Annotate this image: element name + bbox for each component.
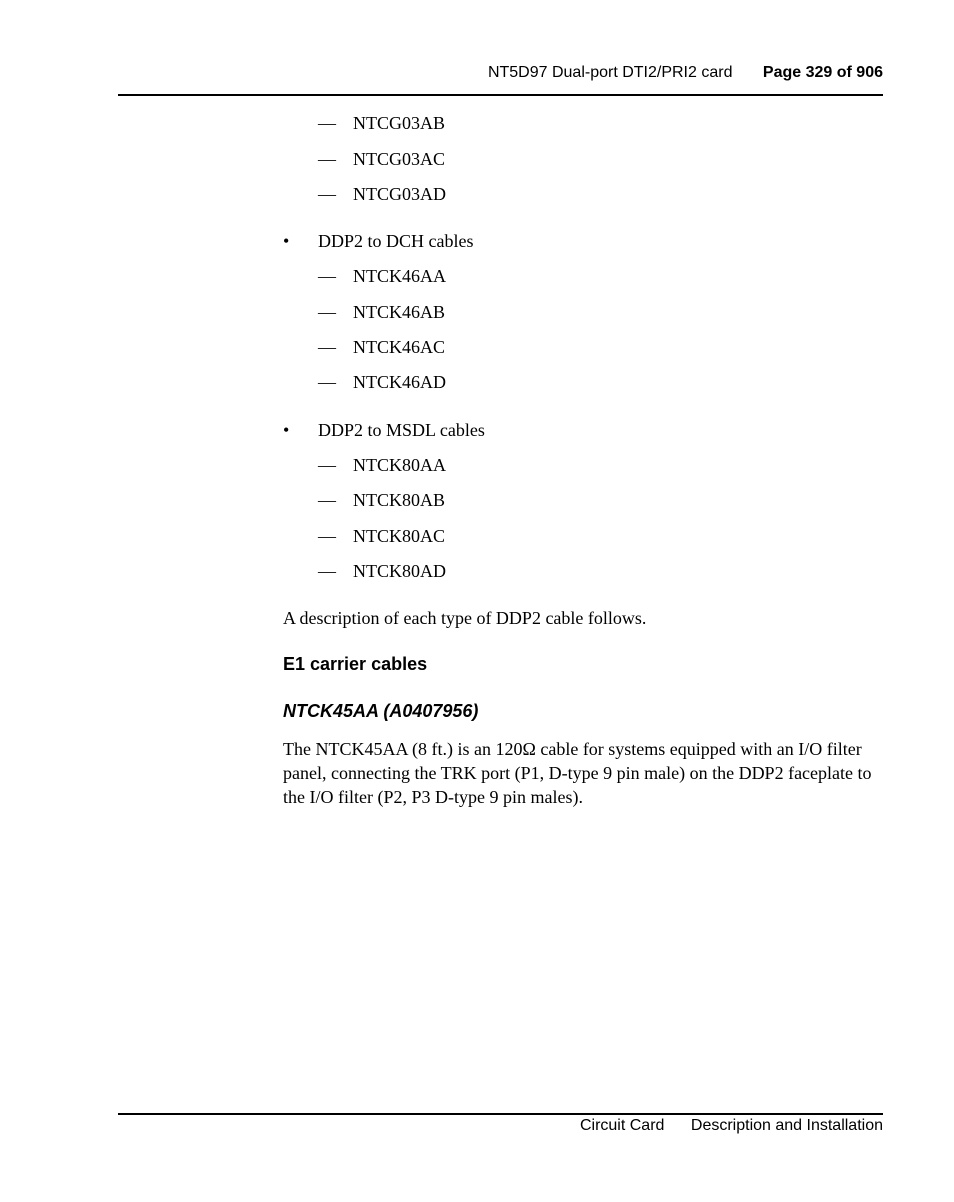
dash-marker: — [318, 490, 336, 510]
dash-marker: — [318, 149, 336, 169]
dash-marker: — [318, 337, 336, 357]
list-item: — NTCK80AC [318, 526, 446, 546]
dash-marker: — [318, 184, 336, 204]
list-item: — NTCK46AC [318, 337, 446, 357]
dash-marker: — [318, 266, 336, 286]
list-item: — NTCK80AA [318, 455, 446, 475]
bullet-marker: • [283, 420, 290, 440]
dash-marker: — [318, 526, 336, 546]
body-paragraph: The NTCK45AA (8 ft.) is an 120Ω cable for systems equipped with an I/O filter panel, connecting the TRK port (P1, D-type 9 pin male) on the DDP2 faceplate to the I/O filter (P2, P3 D-type 9 pin males). [283, 739, 872, 807]
dash-marker: — [318, 113, 336, 133]
page-number: Page 329 of 906 [762, 64, 883, 81]
list-item: — NTCG03AB [318, 113, 446, 133]
bullet-item-msdl: • DDP2 to MSDL cables [283, 420, 485, 440]
dash-marker: — [318, 302, 336, 322]
bullet-marker: • [283, 231, 290, 251]
footer-rule [118, 1113, 883, 1115]
page-header [488, 64, 883, 82]
list-item: — NTCK46AD [318, 372, 446, 392]
list-item: — NTCK80AD [318, 561, 446, 581]
bullet-item-dch: • DDP2 to DCH cables [283, 231, 474, 251]
dash-marker: — [318, 372, 336, 392]
list-item: — NTCG03AD [318, 184, 446, 204]
list-item: — NTCK46AB [318, 302, 446, 322]
subsection-heading: NTCK45AA (A0407956) [283, 701, 479, 721]
footer-right: Description and Installation [690, 1117, 883, 1134]
list-item: — NTCK80AB [318, 490, 446, 510]
document-title: NT5D97 Dual-port DTI2/PRI2 card [487, 64, 733, 81]
footer-left: Circuit Card [579, 1117, 665, 1134]
dash-marker: — [318, 455, 336, 475]
page-footer [580, 1117, 883, 1135]
intro-paragraph: A description of each type of DDP2 cable follows. [283, 608, 647, 628]
section-heading: E1 carrier cables [283, 654, 428, 674]
dash-marker: — [318, 561, 336, 581]
list-item: — NTCG03AC [318, 149, 446, 169]
list-item: — NTCK46AA [318, 266, 446, 286]
header-rule [118, 94, 883, 96]
